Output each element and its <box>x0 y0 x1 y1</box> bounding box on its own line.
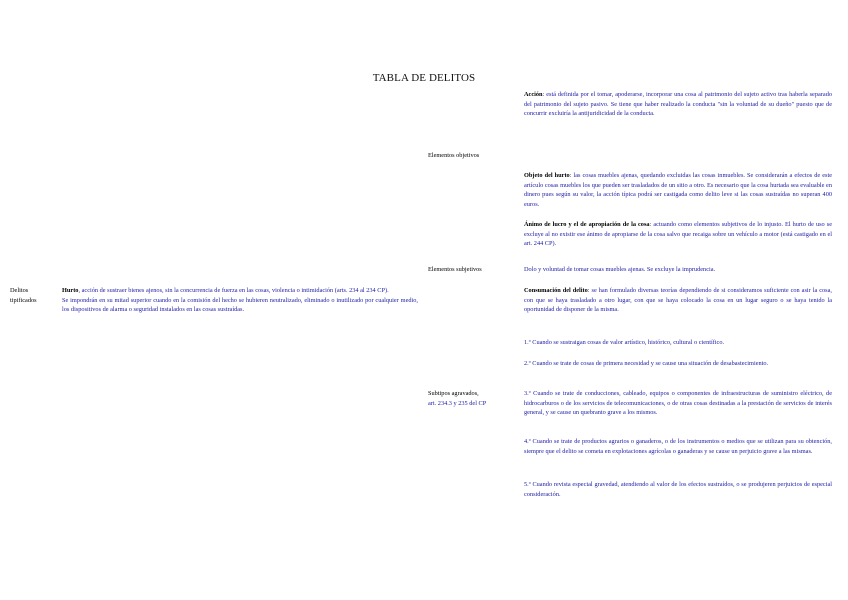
elementos-subjetivos-text: Dolo y voluntad de tomar cosas muebles ajenas. Se excluye la imprudencia. <box>524 266 716 273</box>
objeto-term: Objeto del hurto <box>524 172 570 179</box>
page-title: TABLA DE DELITOS <box>372 72 476 84</box>
elementos-subjetivos-label: Elementos subjetivos <box>428 266 482 273</box>
subtipo-item-3: 3.º Cuando se trate de conducciones, cableado, equipos o componentes de infraestructuras de suministro eléctrico, de hidrocarburos o de los servicios de telecomunicaciones, o de otras cosas destinadas a la prestación de servicios de interés general, y se cause un quebranto grave a los mismos. <box>524 390 832 417</box>
row-label-line1: Delitos <box>10 287 29 294</box>
subtipos-label <box>428 389 522 408</box>
consumacion-paragraph <box>524 286 832 315</box>
objeto-text: : las cosas muebles ajenas, quedando excluidas las cosas inmuebles. Se considerarán a efectos de este artículo cosas muebles los que pueden ser trasladados de un sitio a otro. Es necesario que la cosa hurtada sea evaluable en dinero pues según su valor, la acción típica podrá ser castigada como delito leve si las cosas sustraídas no superan 400 euros. <box>524 172 833 208</box>
accion-paragraph <box>524 90 832 119</box>
row-label-line2: tipificados <box>10 296 37 304</box>
consumacion-text: : se han formulado diversas teorías dependiendo de si consideramos suficiente con asir la cosa, con que se haya trasladado a otro lugar, con que se haya colocado la cosa en un lugar seguro o se haya tenido la oportunidad de disponer de la misma. <box>524 287 833 314</box>
elementos-objetivos-label: Elementos objetivos <box>428 152 480 159</box>
subtipo-item-4: 4.º Cuando se trate de productos agrarios o ganaderos, o de los instrumentos o medios que se utilizan para su obtención, siempre que el delito se cometa en explotaciones agrícolas o ganaderas y se cause un perjuicio grave a las mismas. <box>524 438 832 455</box>
subtipo-item-5: 5.º Cuando revista especial gravedad, atendiendo al valor de los efectos sustraídos, o se produjeren perjuicios de especial consideración. <box>524 481 832 498</box>
hurto-paragraph <box>62 286 418 315</box>
hurto-term: Hurto <box>62 287 79 294</box>
row-label <box>10 286 60 305</box>
accion-term: Acción <box>524 91 543 98</box>
animo-paragraph <box>524 220 832 249</box>
consumacion-term: Consumación del delito <box>524 287 588 294</box>
subtipos-label-text: Subtipos agravados, <box>428 390 479 397</box>
hurto-definition: , acción de sustraer bienes ajenos, sin la concurrencia de fuerza en las cosas, violencia o intimidación (arts. 234 al 234 CP). <box>78 287 389 294</box>
accion-text: : está definida por el tomar, apoderarse, incorporar una cosa al patrimonio del sujeto activo tras haberla separado del patrimonio del sujeto pasivo. Se tiene que haber realizado la conducta "sin la voluntad de su dueño" puesto que de concurrir excluiría la antijuridicidad de la conducta. <box>524 91 832 118</box>
objeto-paragraph <box>524 171 832 209</box>
subtipo-item-2: 2.º Cuando se trate de cosas de primera necesidad y se cause una situación de desabastecimiento. <box>524 360 769 367</box>
animo-term: Ánimo de lucro y el de apropiación de la cosa <box>524 221 650 228</box>
animo-text: : actuando como elementos subjetivos de lo injusto. El hurto de uso se excluye al no existir ese ánimo de apropiarse de la cosa salvo que recaiga sobre un vehículo a motor (está castigado en el art. 244 CP). <box>524 221 832 248</box>
hurto-note: Se impondrán en su mitad superior cuando en la comisión del hecho se hubieren neutralizado, eliminado o inutilizado por cualquier medio, los dispositivos de alarma o seguridad instalados en las cosas sustraídas. <box>62 296 418 314</box>
subtipos-ref: art. 234.3 y 235 del CP <box>428 399 487 407</box>
subtipo-item-1: 1.º Cuando se sustraigan cosas de valor artístico, histórico, cultural o científico. <box>524 339 725 346</box>
